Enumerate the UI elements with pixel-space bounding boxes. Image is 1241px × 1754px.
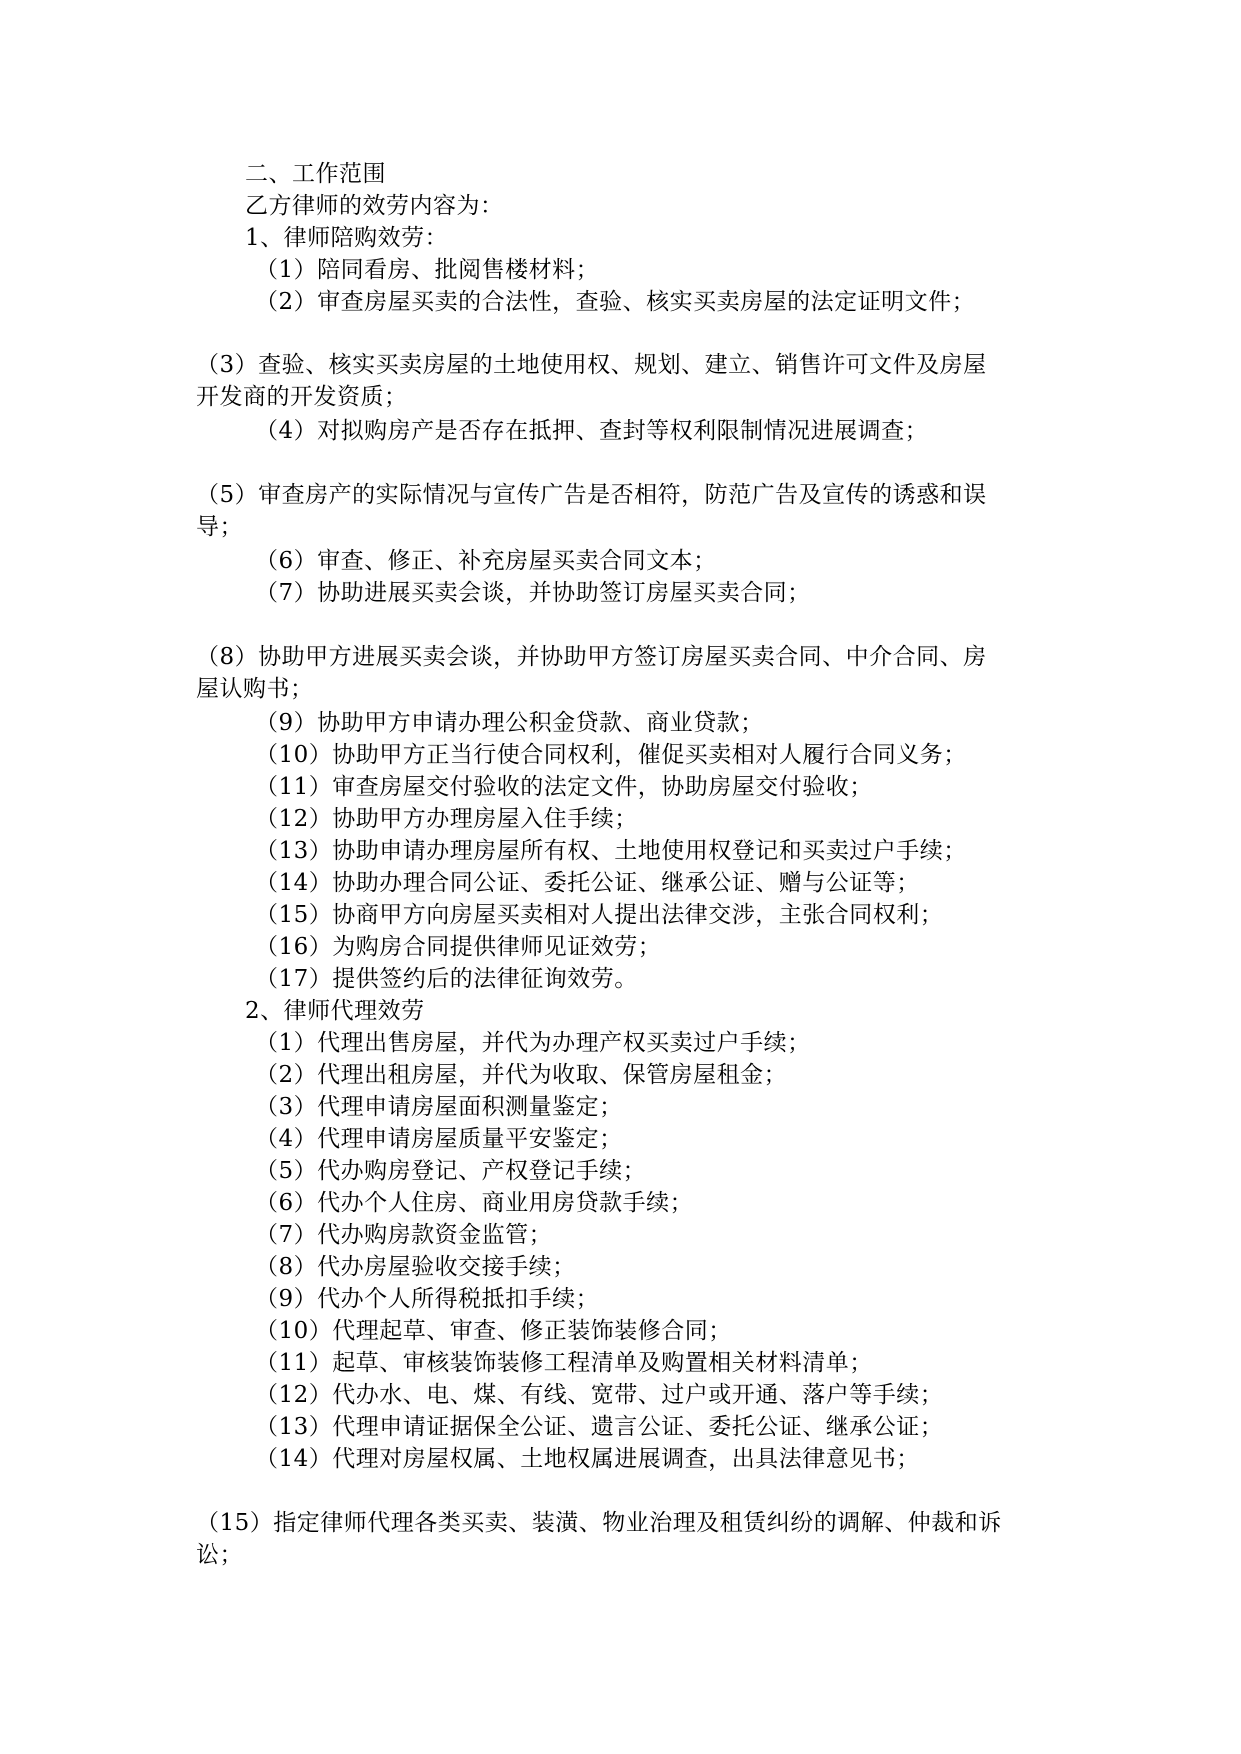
list-item: （9）协助甲方申请办理公积金贷款、商业贷款； — [255, 710, 764, 736]
list-item: （14）代理对房屋权属、土地权属进展调查，出具法律意见书； — [255, 1446, 920, 1472]
list-item-continuation: 屋认购书； — [196, 676, 314, 702]
list-item: （13）代理申请证据保全公证、遗言公证、委托公证、继承公证； — [255, 1414, 944, 1440]
list-item: （6）代办个人住房、商业用房贷款手续； — [255, 1190, 694, 1216]
list-item: （1）代理出售房屋，并代为办理产权买卖过户手续； — [255, 1030, 811, 1056]
list-item: （1）陪同看房、批阅售楼材料； — [255, 257, 600, 283]
list-item: （11）审查房屋交付验收的法定文件，协助房屋交付验收； — [255, 774, 873, 800]
list-item: （16）为购房合同提供律师见证效劳； — [255, 934, 662, 960]
list-item: （13）协助申请办理房屋所有权、土地使用权登记和买卖过户手续； — [255, 838, 967, 864]
list-item: （9）代办个人所得税抵扣手续； — [255, 1286, 600, 1312]
list-item: （5）审查房产的实际情况与宣传广告是否相符，防范广告及宣传的诱惑和误 — [196, 482, 987, 508]
list-item-continuation: 开发商的开发资质； — [196, 384, 408, 410]
list-item: （14）协助办理合同公证、委托公证、继承公证、赠与公证等； — [255, 870, 920, 896]
list-item: （4）代理申请房屋质量平安鉴定； — [255, 1126, 623, 1152]
list-item: （7）协助进展买卖会谈，并协助签订房屋买卖合同； — [255, 580, 811, 606]
list-item: （8）协助甲方进展买卖会谈，并协助甲方签订房屋买卖合同、中介合同、房 — [196, 644, 987, 670]
list-item: （12）协助甲方办理房屋入住手续； — [255, 806, 638, 832]
list-item-continuation: 讼； — [196, 1542, 243, 1568]
list-item-continuation: 导； — [196, 514, 243, 540]
list-item: （10）协助甲方正当行使合同权利，催促买卖相对人履行合同义务； — [255, 742, 967, 768]
list-item: （15）指定律师代理各类买卖、装潢、物业治理及租赁纠纷的调解、仲裁和诉 — [196, 1510, 1002, 1536]
list-item: （4）对拟购房产是否存在抵押、查封等权利限制情况进展调查； — [255, 418, 929, 444]
section-heading: 二、工作范围 — [245, 161, 386, 187]
list-item: （11）起草、审核装饰装修工程清单及购置相关材料清单； — [255, 1350, 873, 1376]
list-item: （5）代办购房登记、产权登记手续； — [255, 1158, 647, 1184]
part2-heading: 2、律师代理效劳 — [245, 998, 425, 1024]
list-item: （17）提供签约后的法律征询效劳。 — [255, 966, 638, 992]
list-item: （3）查验、核实买卖房屋的土地使用权、规划、建立、销售许可文件及房屋 — [196, 352, 987, 378]
list-item: （15）协商甲方向房屋买卖相对人提出法律交涉，主张合同权利； — [255, 902, 944, 928]
list-item: （6）审查、修正、补充房屋买卖合同文本； — [255, 548, 717, 574]
list-item: （10）代理起草、审查、修正装饰装修合同； — [255, 1318, 732, 1344]
list-item: （12）代办水、电、煤、有线、宽带、过户或开通、落户等手续； — [255, 1382, 944, 1408]
list-item: （7）代办购房款资金监管； — [255, 1222, 553, 1248]
list-item: （2）代理出租房屋，并代为收取、保管房屋租金； — [255, 1062, 788, 1088]
intro-text: 乙方律师的效劳内容为： — [245, 193, 504, 219]
list-item: （8）代办房屋验收交接手续； — [255, 1254, 576, 1280]
list-item: （2）审查房屋买卖的合法性，查验、核实买卖房屋的法定证明文件； — [255, 289, 976, 315]
part1-heading: 1、律师陪购效劳： — [245, 225, 449, 251]
list-item: （3）代理申请房屋面积测量鉴定； — [255, 1094, 623, 1120]
